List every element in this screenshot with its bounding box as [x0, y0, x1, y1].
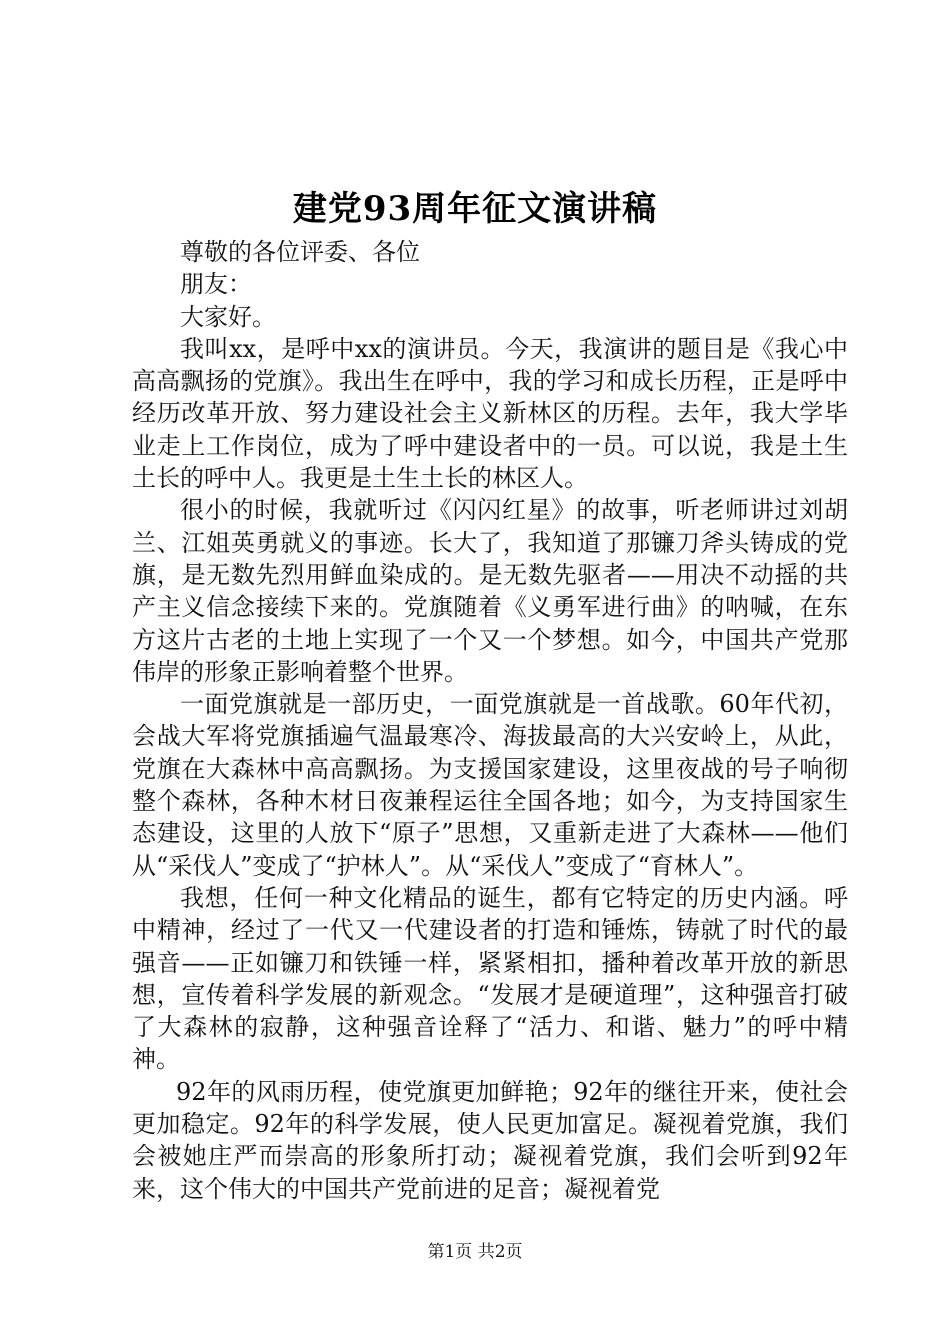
body-paragraph: 很小的时候，我就听过《闪闪红星》的故事，听老师讲过刘胡兰、江姐英勇就义的事迹。长大了，我知道了那镰刀斧头铸成的党旗，是无数先烈用鲜血染成的。是无数先驱者——用决不动摇的共产主义信念接续下来的。党旗随着《义勇军进行曲》的呐喊，在东方这片古老的土地上实现了一个又一个梦想。如今，中国共产党那伟岸的形象正影响着整个世界。: [132, 496, 848, 686]
document-title: 建党93周年征文演讲稿: [292, 189, 658, 229]
document-body: [132, 236, 848, 1205]
body-paragraph: 我想，任何一种文化精品的诞生，都有它特定的历史内涵。呼中精神，经过了一代又一代建设者的打造和锤炼，铸就了时代的最强音——正如镰刀和铁锤一样，紧紧相扣，播种着改革开放的新思想，宣传着科学发展的新观念。“发展才是硬道理”，这种强音打破了大森林的寂静，这种强音诠释了“活力、和谐、魅力”的呼中精神。: [132, 883, 848, 1074]
greeting-line: 朋友：: [180, 270, 252, 299]
body-paragraph: 我叫xx，是呼中xx的演讲员。今天，我演讲的题目是《我心中高高飘扬的党旗》。我出生在呼中，我的学习和成长历程，正是呼中经历改革开放、努力建设社会主义新林区的历程。去年，我大学毕业走上工作岗位，成为了呼中建设者中的一员。可以说，我是土生土长的呼中人。我更是土生土长的林区人。: [132, 334, 848, 493]
page-number-footer: 第1页 共2页: [427, 1242, 523, 1262]
body-paragraph: 92年的风雨历程，使党旗更加鲜艳；92年的继往开来，使社会更加稳定。92年的科学发展，使人民更加富足。凝视着党旗，我们会被她庄严而崇高的形象所打动；凝视着党旗，我们会听到92年来，这个伟大的中国共产党前进的足音；凝视着党: [132, 1077, 848, 1203]
greeting-line: 尊敬的各位评委、各位: [180, 238, 420, 266]
greeting-line: 大家好。: [180, 302, 276, 331]
body-paragraph: 一面党旗就是一部历史，一面党旗就是一首战歌。60年代初，会战大军将党旗插遍气温最寒冷、海拔最高的大兴安岭上，从此，党旗在大森林中高高飘扬。为支援国家建设，这里夜战的号子响彻整个森林，各种木材日夜兼程运往全国各地；如今，为支持国家生态建设，这里的人放下“原子”思想，又重新走进了大森林——他们从“采伐人”变成了“护林人”。从“采伐人”变成了“育林人”。: [132, 690, 848, 880]
